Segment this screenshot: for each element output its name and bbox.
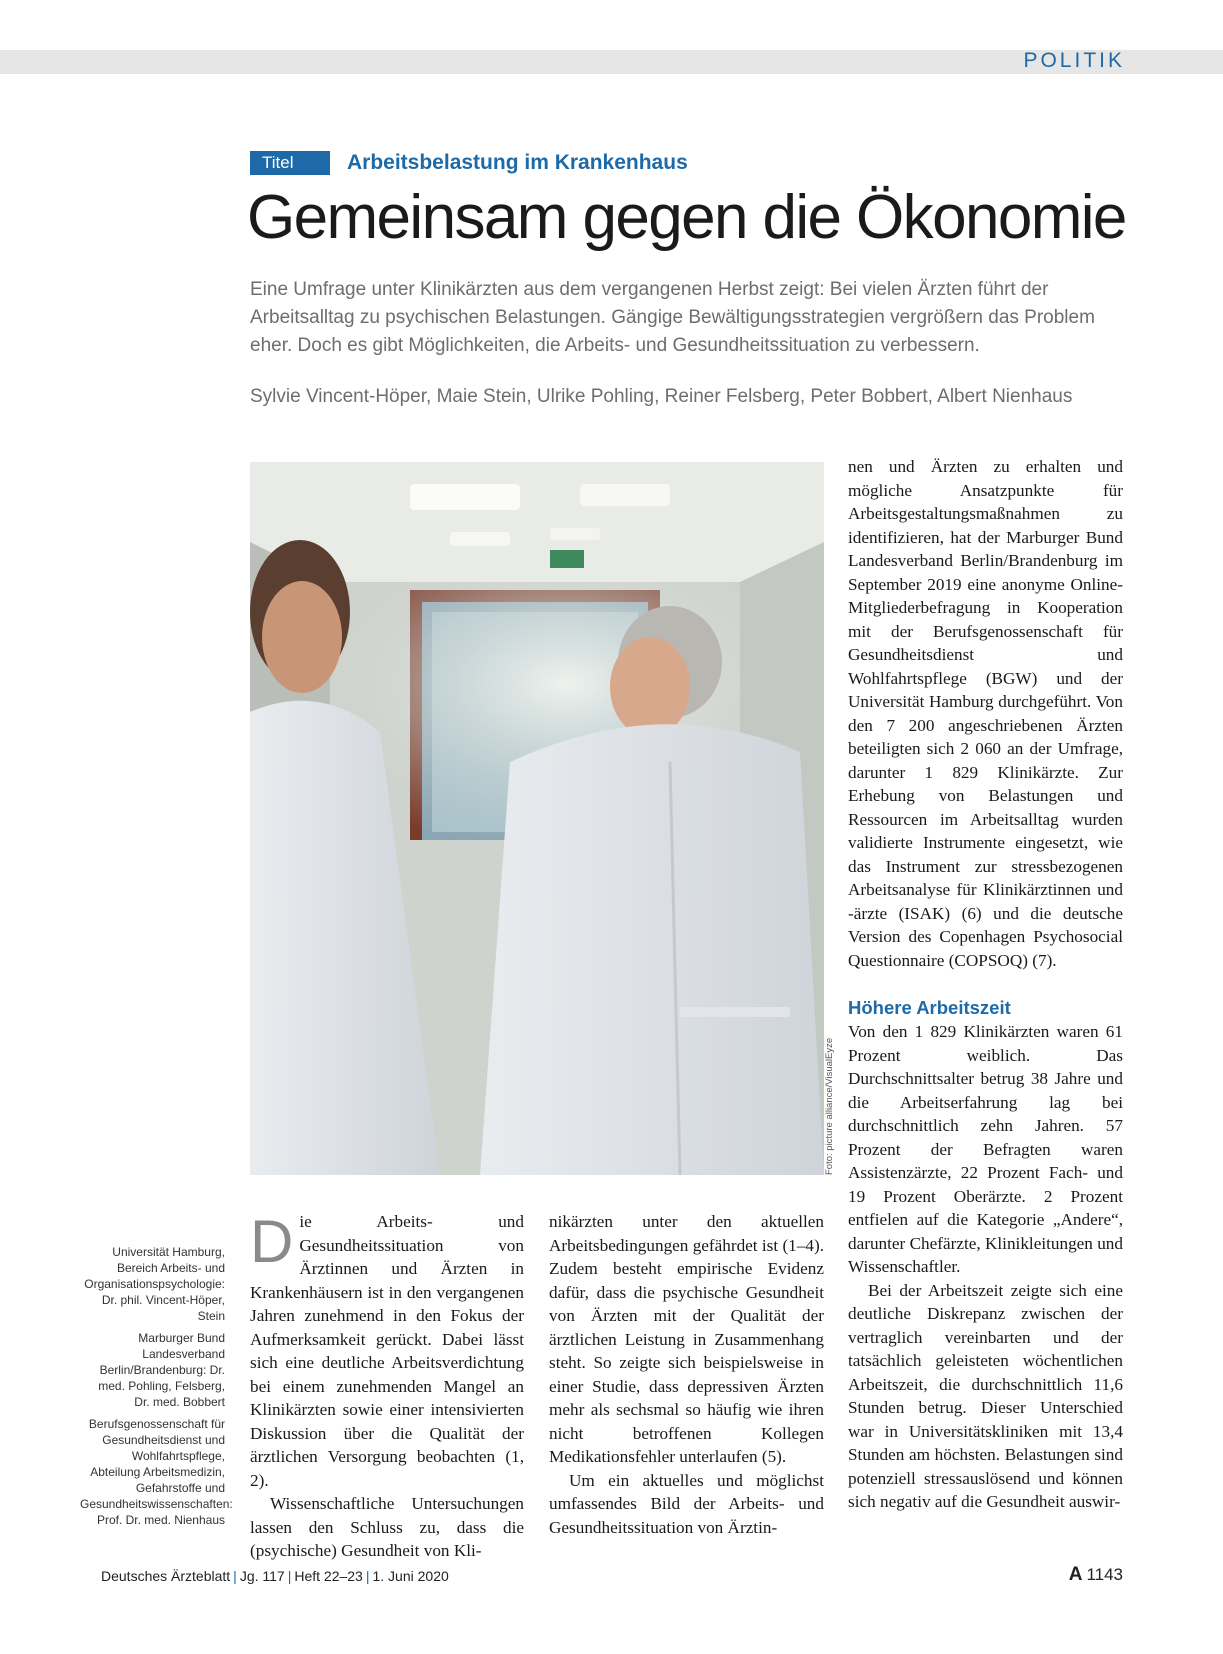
kicker: Arbeitsbelastung im Krankenhaus — [347, 151, 688, 174]
drop-cap: D — [250, 1208, 294, 1275]
body-paragraph: Bei der Arbeitszeit zeigte sich eine deutliche Diskrepanz zwischen der vertraglich vereinbarten und der tatsächlich geleisteten wöchentlichen Arbeitszeit, die durchschnittlich 11,6 Stunden betrug. Dieser Unterschied war in Universitätskliniken mit 13,4 Stunden am höchsten. Belastungen sind potenziell stressauslösend und können sich negativ auf die Gesundheit auswir- — [848, 1280, 1123, 1511]
title-tag: Titel — [250, 151, 330, 175]
photo-credit: Foto: picture alliance/VisualEyze — [824, 1037, 835, 1175]
affiliation: Marburger Bund Landesverband Berlin/Brandenburg: Dr. med. Pohling, Felsberg, Dr. med. Bobbert — [98, 1331, 225, 1409]
separator: | — [287, 1568, 292, 1584]
affiliation: Universität Hamburg, Bereich Arbeits- und Organisationspsychologie: Dr. phil. Vincent-Höper, Stein — [84, 1245, 225, 1323]
page-number — [1069, 1564, 1123, 1586]
author-affiliations — [80, 1244, 233, 1534]
body-column-1 — [250, 1210, 524, 1563]
separator: | — [233, 1568, 237, 1584]
affiliation: Berufsgenossenschaft für Gesundheitsdienst und Wohlfahrtspflege, Abteilung Arbeitsmedizin, Gefahrstoffe und Gesundheitswissenschaften: Prof. Dr. med. Nienhaus — [80, 1417, 233, 1527]
issue-date: 1. Juni 2020 — [372, 1568, 449, 1584]
separator: | — [365, 1568, 370, 1584]
body-paragraph: nen und Ärzten zu erhalten und mögliche Ansatzpunkte für Arbeitsgestaltungsmaßnahmen zu identifizieren, hat der Marburger Bund Landesverband Berlin/Brandenburg im September 2019 eine anonyme Online-Mitgliederbefragung in Kooperation mit der Berufsgenossenschaft für Gesundheitsdienst und Wohlfahrtspflege (BGW) und der Universität Hamburg durchgeführt. Von den 7 200 angeschriebenen Ärzten beteiligten sich 2 060 an der Umfrage, darunter 1 829 Klinikärzte. Zur Erhebung von Belastungen und Ressourcen im Arbeitsalltag wurden validierte Instrumente eingesetzt, wie das Instrument zur stressbezogenen Arbeitsanalyse für Klinikärztinnen und -ärzte (ISAK) (6) und die deutsche Version des Copenhagen Psychosocial Questionnaire (COPSOQ) (7). — [848, 457, 1123, 970]
lead-paragraph: Eine Umfrage unter Klinikärzten aus dem vergangenen Herbst zeigt: Bei vielen Ärzten führt der Arbeitsalltag zu psychischen Belastungen. Gängige Bewältigungsstrategien vergrößern das Problem eher. Doch es gibt Möglichkeiten, die Arbeits- und Gesundheitssituation zu verbessern. — [250, 279, 1095, 356]
paragraph-text: ie Arbeits- und Gesundheitssituation von Ärztinnen und Ärzten in Krankenhäusern ist in den vergangenen Jahren zunehmend in den Fokus der Aufmerksamkeit gerückt. Dabei lässt sich eine deutliche Arbeitsverdichtung bei einem zunehmenden Mangel an Klinikärzten sowie einer intensivierten Diskussion über die Qualität der ärztlichen Versorgung beobachten (1, 2). — [250, 1212, 524, 1490]
headline: Gemeinsam gegen die Ökonomie — [247, 183, 1126, 252]
body-paragraph: nikärzten unter den aktuellen Arbeitsbedingungen gefährdet ist (1–4). Zudem besteht empirische Evidenz dafür, dass die psychische Gesundheit von Ärzten mit der Qualität der ärztlichen Leistung in Zusammenhang steht. So zeigte sich beispielsweise in einer Studie, dass depressiven Ärzten mehr als sechsmal so häufig wie ihren nicht betroffenen Kollegen Medikationsfehler unterlaufen (5). — [549, 1212, 824, 1466]
footer-citation — [101, 1568, 449, 1584]
article-photo — [250, 462, 824, 1175]
body-paragraph — [250, 1210, 524, 1492]
volume: Jg. 117 — [239, 1568, 285, 1584]
body-column-2 — [549, 1210, 824, 1539]
body-paragraph: Um ein aktuelles und möglichst umfassendes Bild der Arbeits- und Gesundheitssituation von Ärztin- — [549, 1470, 824, 1537]
kicker-row — [250, 151, 688, 175]
body-column-3 — [848, 455, 1123, 1514]
body-paragraph: Wissenschaftliche Untersuchungen lassen den Schluss zu, dass die (psychische) Gesundheit von Kli- — [250, 1494, 524, 1560]
author-line: Sylvie Vincent-Höper, Maie Stein, Ulrike Pohling, Reiner Felsberg, Peter Bobbert, Albert Nienhaus — [250, 386, 1073, 407]
page-number-value: 1143 — [1086, 1565, 1123, 1584]
section-label: POLITIK — [1023, 49, 1125, 72]
photo-illustration — [250, 462, 824, 1175]
body-paragraph: Von den 1 829 Klinikärzten waren 61 Prozent weiblich. Das Durchschnittsalter betrug 38 Jahre und die Arbeitserfahrung lag bei durchschnittlich zehn Jahren. 57 Prozent der Befragten waren Assistenzärzte, 22 Prozent Fach- und 19 Prozent Oberärzte. 2 Prozent entfielen auf die Kategorie „Andere“, darunter Chefärzte, Klinikleitungen und Wissenschaftler. — [848, 1022, 1123, 1276]
subheading: Höhere Arbeitszeit — [848, 997, 1011, 1018]
journal-name: Deutsches Ärzteblatt — [101, 1568, 231, 1584]
page-prefix: A — [1068, 1564, 1083, 1585]
issue: Heft 22–23 — [294, 1568, 363, 1584]
